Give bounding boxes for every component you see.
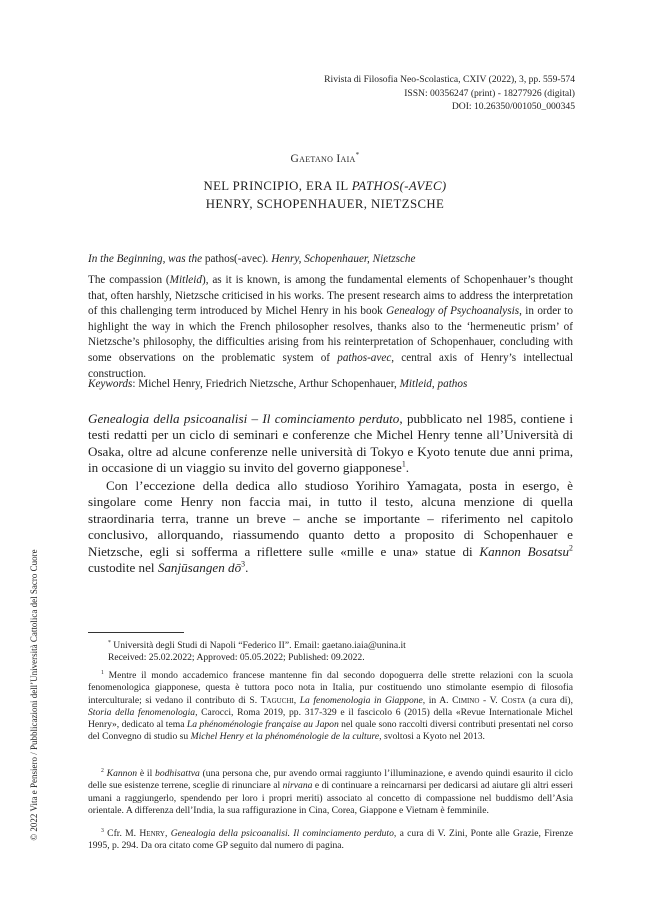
keywords-label: Keywords bbox=[88, 378, 133, 390]
body-text: custodite nel bbox=[88, 560, 158, 576]
title-line-1 bbox=[0, 177, 650, 195]
footnote-italic: La phénoménologie française au Japon bbox=[186, 719, 339, 731]
footnote-text: Cfr. M. bbox=[103, 828, 140, 839]
affiliation-line bbox=[88, 640, 573, 652]
footnote-author: Costa bbox=[501, 694, 526, 706]
footnote-text: Mentre il mondo accademico francese mantenne fin dal secondo dopoguerra delle strette relazioni con la scuola fenomenologica giapponese, questa è tuttora poco nota in Italia, pur costituendo uno stimolante esempio di filosofia interculturale; si vedano il contributo di S. bbox=[88, 670, 573, 706]
title-line-1-italic: PATHOS(-AVEC) bbox=[351, 179, 447, 193]
footnote-text: , in A. bbox=[422, 694, 453, 706]
title-line-1-prefix: NEL PRINCIPIO, ERA IL bbox=[203, 179, 352, 193]
journal-line-1: Rivista di Filosofia Neo-Scolastica, CXIV (2022), 3, pp. 559-574 bbox=[324, 74, 575, 85]
footnote-text: e di continuare a reincarnarsi per dedicarsi ad aiutare gli altri esseri umani a raggiungerlo, spendendo per loro i propri meriti) associato al concetto di compassione nel buddismo dell’Asia orientale. A differenza dell’India, la sua raffigurazione in Cina, Corea, Giappone e Vietnam è femminile. bbox=[88, 780, 573, 816]
keywords-text: : Michel Henry, Friedrich Nietzsche, Arthur Schopenhauer, bbox=[132, 378, 400, 390]
article-title bbox=[0, 177, 650, 213]
footnote-marker: * bbox=[108, 639, 111, 646]
body-italic: Genealogia della psicoanalisi – Il cominciamento perduto bbox=[88, 411, 400, 426]
body-italic: Kannon Bosatsu bbox=[479, 543, 570, 559]
footnote-number: 2 bbox=[101, 767, 104, 774]
keyword-italic: pathos bbox=[437, 378, 468, 390]
abstract-text: The compassion ( bbox=[88, 274, 170, 286]
footnote-ref: 1 bbox=[401, 459, 406, 469]
abstract-italic: Genealogy of Psychoanalysis bbox=[386, 305, 520, 318]
footnote-text: - V. bbox=[479, 694, 502, 706]
footnote-separator bbox=[88, 632, 184, 633]
footnote-italic: Storia della fenomenologia bbox=[88, 706, 196, 718]
body-text: Con l’eccezione della dedica allo studioso Yorihiro Yamagata, posta in esergo, è singolare come Henry non faccia mai, in tutto il testo, alcuna menzione di quella straordinaria terra, tranne un breve – anche se importante – riferimento nel capitolo conclusivo, allorquando, riassumendo quanto detto a proposito di Schopenhauer e Nietzsche, egli si sofferma a riflettere sulle «mille e una» statue di bbox=[88, 478, 573, 559]
author-name-text: Gaetano Iaia bbox=[290, 153, 356, 165]
footnote-italic: La fenomenologia in Giappone bbox=[299, 694, 423, 706]
footnote-italic: Michel Henry et la phénoménologie de la culture bbox=[190, 731, 380, 743]
keywords-text: , bbox=[431, 378, 438, 390]
english-title bbox=[88, 252, 573, 268]
footnote-1 bbox=[88, 670, 573, 744]
footnote-text: , a cura di V. Zini, Ponte alle Grazie, Firenze 1995, p. 294. Da ora citato come GP seguito dal numero di pagina. bbox=[88, 828, 573, 852]
received-dates: Received: 25.02.2022; Approved: 05.05.2022; Published: 09.2022. bbox=[108, 652, 365, 664]
footnote-author: Henry bbox=[139, 828, 165, 839]
title-line-2: HENRY, SCHOPENHAUER, NIETZSCHE bbox=[205, 197, 445, 211]
footnote-italic: Genealogia della psicoanalisi. Il cominciamento perduto bbox=[170, 828, 394, 839]
footnote-3 bbox=[88, 828, 573, 853]
body-paragraph-2 bbox=[88, 478, 573, 576]
english-title-italic-1: In the Beginning, was the bbox=[88, 253, 205, 265]
journal-doi: DOI: 10.26350/001050_000345 bbox=[451, 101, 575, 112]
author-footnote-marker: * bbox=[355, 151, 360, 160]
english-title-italic-2: . Henry, Schopenhauer, Nietzsche bbox=[265, 253, 416, 265]
abstract-italic: pathos-avec bbox=[337, 351, 392, 364]
author-name bbox=[0, 153, 650, 165]
footnote-number: 3 bbox=[101, 827, 104, 834]
body-paragraph-1 bbox=[88, 411, 573, 477]
footnote-ref: 2 bbox=[569, 543, 573, 553]
footnote-author: Taguchi bbox=[260, 694, 294, 706]
footnote-text: (una persona che, pur avendo ormai raggiunto l’illuminazione, e avendo quindi esaurito il ciclo delle sue esistenze terrene, sceglie di rinunciare al bbox=[88, 768, 573, 792]
abstract-text: , in order to highlight the way in which the French philosopher resolves, thanks also to the ‘hermeneutic prism’ of Nietzsche’s philosophy, the difficulties arising from his reinterpretation of Schopenhauer, concluding with some observations on the problematic system of bbox=[88, 305, 574, 364]
footnote-text: nel quale sono raccolti diversi contributi presentati nel corso del Convegno di studio su bbox=[88, 719, 573, 743]
abstract-text: ), as it is known, is among the fundamental elements of Schopenhauer’s thought that, often harshly, Nietzsche criticised in his works. The present research aims to address the interpretation of this challenging term introduced by Michel Henry in his book bbox=[88, 274, 573, 318]
footnote-ref: 3 bbox=[241, 559, 246, 569]
footnote-affiliation bbox=[88, 640, 573, 665]
footnote-italic: nirvana bbox=[282, 780, 313, 792]
abstract-text: , central axis of Henry’s intellectual construction. bbox=[88, 351, 573, 380]
footnote-text: , svoltosi a Kyoto nel 2013. bbox=[379, 731, 485, 743]
abstract bbox=[88, 273, 573, 382]
footnote-text: (a cura di), bbox=[525, 694, 574, 706]
english-title-roman: pathos(-avec) bbox=[204, 253, 266, 265]
footnote-author: Cimino bbox=[452, 694, 480, 706]
journal-issn: ISSN: 00356247 (print) - 18277926 (digital) bbox=[404, 87, 575, 99]
footnote-number: 1 bbox=[101, 669, 104, 676]
footnote-text: , bbox=[293, 694, 300, 706]
abstract-italic: Mitleid bbox=[169, 274, 202, 286]
body-italic: Sanjūsangen dō bbox=[157, 560, 242, 576]
footnote-text: , Carocci, Roma 2019, pp. 317-329 e il fascicolo 6 (2015) della «Revue Internationale Michel Henry», dedicato al tema bbox=[88, 706, 573, 731]
footnote-text: è il bbox=[137, 768, 156, 779]
affiliation-text: Università degli Studi di Napoli “Federico II”. Email: gaetano.iaia@unina.it bbox=[110, 640, 406, 651]
sidebar-copyright: © 2022 Vita e Pensiero / Pubblicazioni dell’Università Cattolica del Sacro Cuore bbox=[29, 549, 39, 841]
footnote-2 bbox=[88, 768, 573, 817]
footnote-italic: Kannon bbox=[106, 768, 138, 779]
footnote-text: , bbox=[164, 828, 171, 839]
footnote-italic: bodhisattva bbox=[155, 768, 200, 779]
body-text: . bbox=[245, 560, 249, 576]
body-text: . bbox=[405, 460, 410, 476]
keyword-italic: Mitleid bbox=[399, 378, 432, 390]
journal-citation bbox=[324, 73, 575, 114]
body-text: , pubblicato nel 1985, contiene i testi redatti per un ciclo di seminari e conferenze che Michel Henry tenne all’Università di Osaka, oltre ad alcune conferenze nelle università di Tokyo e Kyoto tenute due anni prima, in occasione di un viaggio su invito del governo giapponese bbox=[88, 411, 573, 476]
keywords bbox=[88, 377, 573, 393]
